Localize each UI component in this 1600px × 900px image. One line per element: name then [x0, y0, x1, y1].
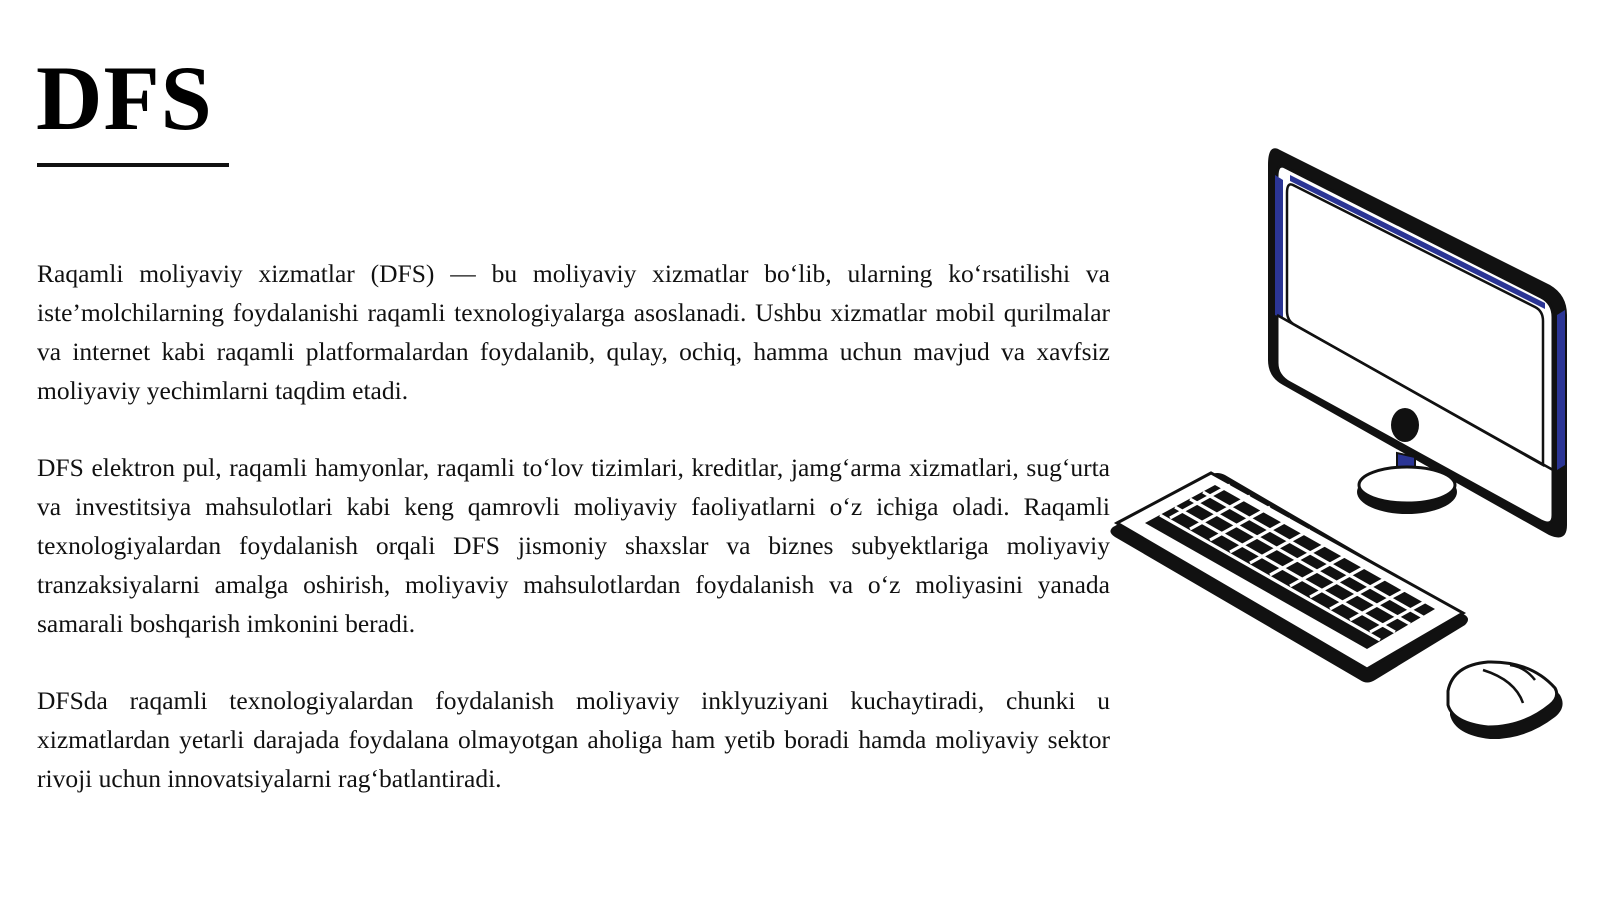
computer-illustration	[1105, 135, 1585, 755]
slide-title: DFS	[36, 47, 213, 149]
body-text	[37, 254, 1110, 836]
paragraph-scope: DFS elektron pul, raqamli hamyonlar, raqamli to‘lov tizimlari, kreditlar, jamg‘arma xizmatlari, sug‘urta va investitsiya mahsulotlari kabi keng qamrovli moliyaviy faoliyatlarni o‘z ichiga oladi. Raqamli texnologiyalardan foydalanish orqali DFS jismoniy shaxslar va biznes subyektlariga moliyaviy tranzaksiyalarni amalga oshirish, moliyaviy mahsulotlardan foydalanish va o‘z moliyasini yanada samarali boshqarish imkonini beradi.	[37, 453, 1110, 638]
paragraph-inclusion: DFSda raqamli texnologiyalardan foydalanish moliyaviy inklyuziyani kuchaytiradi, chunki u xizmatlardan yetarli darajada foydalana olmayotgan aholiga ham yetib boradi hamda moliyaviy sektor rivoji uchun innovatsiyalarni rag‘batlantiradi.	[37, 686, 1110, 793]
paragraph-definition: Raqamli moliyaviy xizmatlar (DFS) — bu moliyaviy xizmatlar bo‘lib, ularning ko‘rsatilishi va iste’molchilarning foydalanishi raqamli texnologiyalarga asoslanadi. Ushbu xizmatlar mobil qurilmalar va internet kabi raqamli platformalardan foydalanib, qulay, ochiq, hamma uchun mavjud va xavfsiz moliyaviy yechimlarni taqdim etadi.	[37, 259, 1110, 405]
mouse-icon	[1448, 662, 1563, 739]
title-underline	[37, 163, 229, 167]
desktop-computer-icon	[1268, 148, 1567, 537]
